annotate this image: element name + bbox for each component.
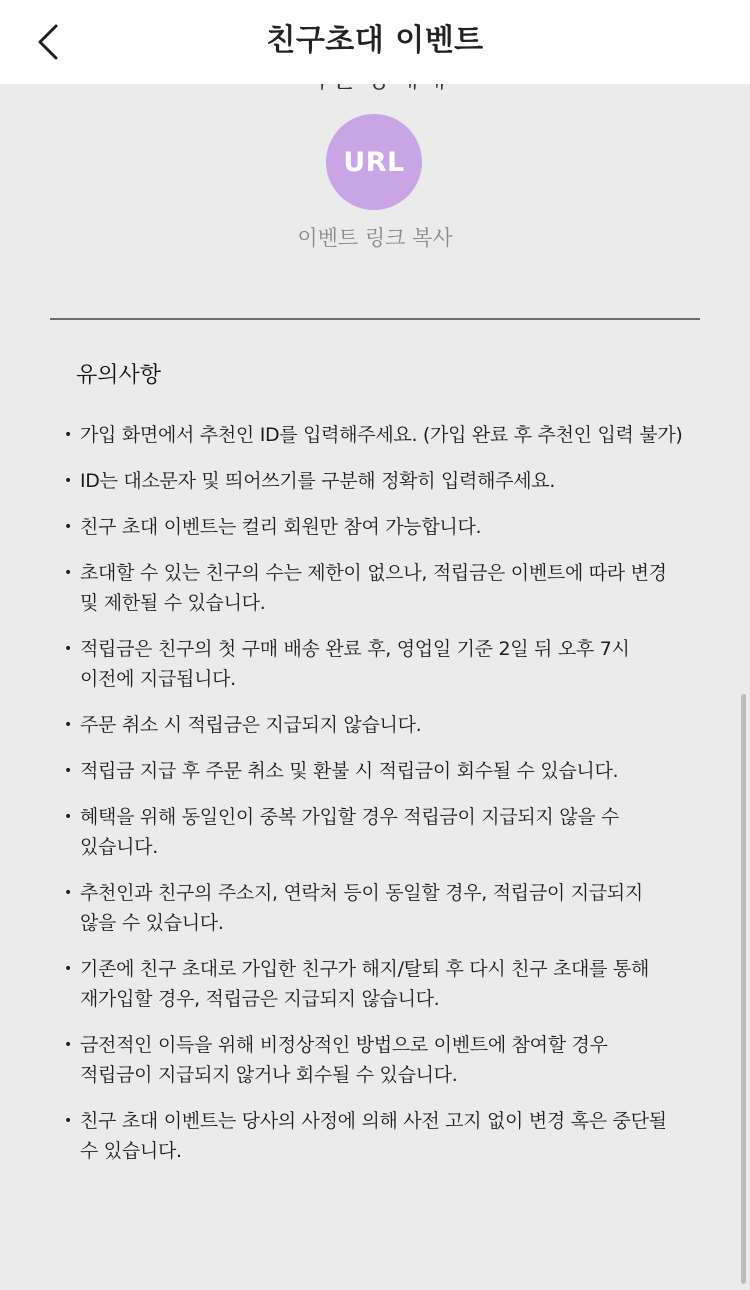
notice-item: • 기존에 친구 초대로 가입한 친구가 해지/탈퇴 후 다시 친구 초대를 통해 재가입할 경우, 적립금은 지급되지 않습니다. [64, 954, 704, 1014]
app-header [0, 0, 750, 84]
notice-item: • ID는 대소문자 및 띄어쓰기를 구분해 정확히 입력해주세요. [64, 466, 704, 496]
page-title: 친구초대 이벤트 [266, 23, 484, 58]
notice-item: • 가입 화면에서 추천인 ID를 입력해주세요. (가입 완료 후 추천인 입력 불가) [64, 420, 704, 450]
scrollbar[interactable] [741, 694, 746, 1284]
notice-item: • 적립금은 친구의 첫 구매 배송 완료 후, 영업일 기준 2일 뒤 오후 7시 이전에 지급됩니다. [64, 634, 704, 694]
notice-item: • 주문 취소 시 적립금은 지급되지 않습니다. [64, 710, 704, 740]
notice-list [64, 420, 704, 1182]
url-button-label: URL [343, 146, 405, 178]
notice-item: • 친구 초대 이벤트는 컬리 회원만 참여 가능합니다. [64, 512, 704, 542]
copy-link-caption[interactable]: 이벤트 링크 복사 [297, 226, 453, 250]
notice-title: 유의사항 [76, 363, 162, 388]
notice-item: • 적립금 지급 후 주문 취소 및 환불 시 적립금이 회수될 수 있습니다. [64, 756, 704, 786]
notice-item: • 초대할 수 있는 친구의 수는 제한이 없으나, 적립금은 이벤트에 따라 변경 및 제한될 수 있습니다. [64, 558, 704, 618]
copy-url-button[interactable] [326, 114, 422, 210]
notice-item: • 추천인과 친구의 주소지, 연락처 등이 동일할 경우, 적립금이 지급되지 않을 수 있습니다. [64, 878, 704, 938]
notice-item: • 혜택을 위해 동일인이 중복 가입할 경우 적립금이 지급되지 않을 수 있습니다. [64, 802, 704, 862]
notice-item: • 친구 초대 이벤트는 당사의 사정에 의해 사전 고지 없이 변경 혹은 중단될 수 있습니다. [64, 1106, 704, 1166]
notice-item: • 금전적인 이득을 위해 비정상적인 방법으로 이벤트에 참여할 경우 적립금이 지급되지 않거나 회수될 수 있습니다. [64, 1030, 704, 1090]
section-divider [50, 318, 700, 320]
